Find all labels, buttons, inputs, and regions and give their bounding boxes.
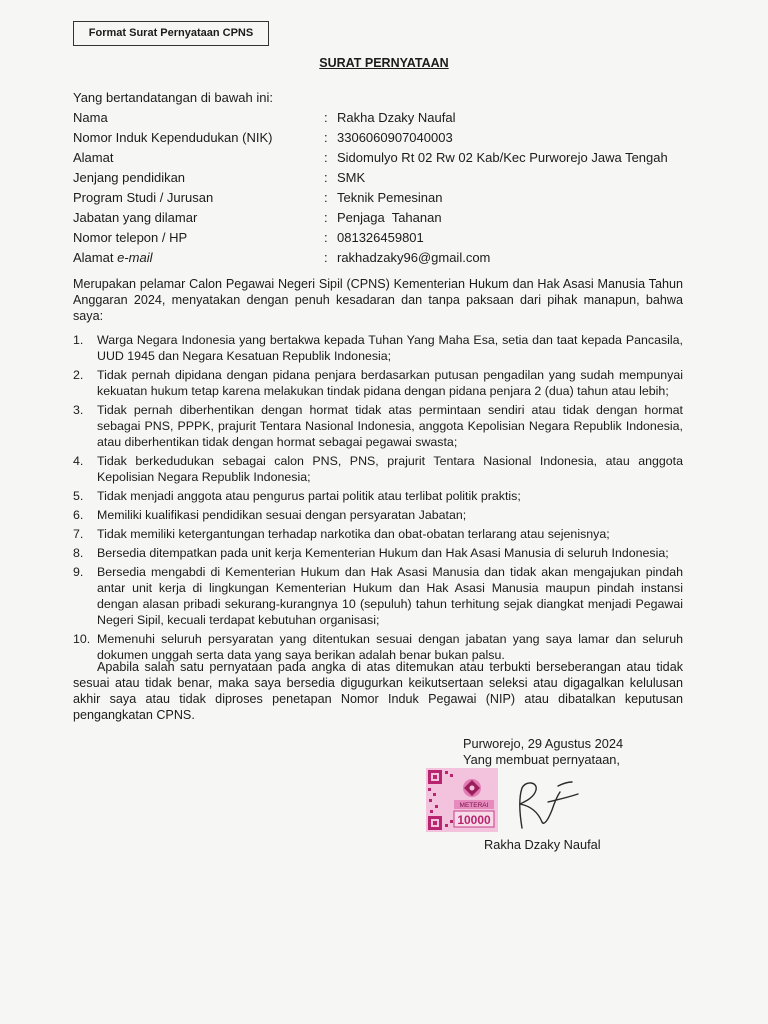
- list-item-text: Tidak memiliki ketergantungan terhadap narkotika dan obat-obatan terlarang atau sejenisnya;: [97, 527, 610, 541]
- list-item-text: Warga Negara Indonesia yang bertakwa kepada Tuhan Yang Maha Esa, setia dan taat kepada Pancasila, UUD 1945 dan Negara Kesatuan Republik Indonesia;: [97, 333, 683, 363]
- field-label: Nomor telepon / HP: [73, 230, 188, 245]
- field-value: rakhadzaky96@gmail.com: [337, 250, 491, 265]
- statement-paragraph: Merupakan pelamar Calon Pegawai Negeri Sipil (CPNS) Kementerian Hukum dan Hak Asasi Manusia Tahun Anggaran 2024, menyatakan dengan penuh kesadaran dan tanpa paksaan dari pihak manapun, bahwa saya:: [73, 277, 683, 323]
- list-item: [73, 488, 683, 504]
- list-item: [73, 545, 683, 561]
- field-colon: :: [324, 130, 328, 145]
- intro-text: Yang bertandatangan di bawah ini:: [73, 90, 273, 105]
- list-item-text: Tidak pernah diberhentikan dengan hormat tidak atas permintaan sendiri atau tidak dengan hormat sebagai PNS, PPPK, prajurit Tentara Nasional Indonesia, anggota Kepolisian Negara Republik Indonesia, atau diberhentikan tidak dengan hormat sebagai pegawai swasta;: [97, 403, 683, 449]
- list-item-text: Tidak menjadi anggota atau pengurus partai politik atau terlibat politik praktis;: [97, 489, 521, 503]
- garuda-emblem-icon: [463, 779, 481, 797]
- list-item: [73, 564, 683, 628]
- list-item-text: Tidak berkedudukan sebagai calon PNS, PNS, prajurit Tentara Nasional Indonesia, atau anggota Kepolisian Negara Republik Indonesia;: [97, 454, 683, 484]
- field-label: Jabatan yang dilamar: [73, 210, 198, 225]
- handwritten-signature: [508, 776, 586, 834]
- field-colon: :: [324, 170, 328, 185]
- field-label: Nomor Induk Kependudukan (NIK): [73, 130, 273, 145]
- list-item: [73, 453, 683, 485]
- list-item-number: 7.: [73, 527, 84, 541]
- statement-list: [73, 332, 683, 666]
- list-item-number: 5.: [73, 489, 84, 503]
- list-item-number: 6.: [73, 508, 84, 522]
- list-item: [73, 367, 683, 399]
- list-item-text: Tidak pernah dipidana dengan pidana penjara berdasarkan putusan pengadilan yang sudah mempunyai kekuatan hukum tetap karena melakukan tindak pidana dengan pidana penjara 2 (dua) tahun atau lebih;: [97, 368, 683, 398]
- field-colon: :: [324, 150, 328, 165]
- field-label: Jenjang pendidikan: [73, 170, 186, 185]
- format-label: Format Surat Pernyataan CPNS: [88, 27, 254, 39]
- list-item-number: 1.: [73, 333, 84, 347]
- field-label: Alamat: [73, 150, 114, 165]
- stamp-label: METERAI: [459, 802, 489, 809]
- list-item: [73, 332, 683, 364]
- field-value: 3306060907040003: [337, 130, 453, 145]
- meterai-stamp: [426, 768, 498, 832]
- closing-paragraph: Apabila salah satu pernyataan pada angka di atas ditemukan atau terbukti berseberangan atau tidak sesuai atau tidak benar, maka saya bersedia digugurkan keikutsertaan seleksi atau digagalkan kelulusan akhir saya atau tidak diproses penetapan Nomor Induk Pegawai (NIP) atau dibatalkan keputusan pengangkatan CPNS.: [73, 660, 683, 722]
- document-title: SURAT PERNYATAAN: [319, 56, 449, 70]
- field-label-italic: e-mail: [117, 250, 153, 265]
- list-item-text: Memiliki kualifikasi pendidikan sesuai dengan persyaratan Jabatan;: [97, 508, 467, 522]
- signer-role: Yang membuat pernyataan,: [463, 752, 620, 767]
- field-value: Rakha Dzaky Naufal: [337, 110, 456, 125]
- list-item-text: Bersedia ditempatkan pada unit kerja Kementerian Hukum dan Hak Asasi Manusia di seluruh Indonesia;: [97, 546, 669, 560]
- field-value: Sidomulyo Rt 02 Rw 02 Kab/Kec Purworejo Jawa Tengah: [337, 150, 668, 165]
- signer-name: Rakha Dzaky Naufal: [484, 837, 601, 852]
- field-colon: :: [324, 230, 328, 245]
- list-item-number: 3.: [73, 403, 84, 417]
- field-label: [73, 250, 152, 265]
- field-colon: :: [324, 110, 328, 125]
- format-label-box: [73, 21, 269, 46]
- field-value: SMK: [337, 170, 366, 185]
- field-colon: :: [324, 210, 328, 225]
- field-label-prefix: Alamat: [73, 250, 118, 265]
- list-item-number: 8.: [73, 546, 84, 560]
- list-item: [73, 526, 683, 542]
- field-value: Penjaga Tahanan: [337, 210, 442, 225]
- field-colon: :: [324, 190, 328, 205]
- list-item-text: Memenuhi seluruh persyaratan yang ditentukan sesuai dengan jabatan yang saya lamar dan seluruh dokumen unggah serta data yang saya berikan adalah benar bukan palsu.: [97, 632, 683, 662]
- field-label: Nama: [73, 110, 108, 125]
- field-colon: :: [324, 250, 328, 265]
- list-item: [73, 402, 683, 450]
- list-item-number: 4.: [73, 454, 84, 468]
- stamp-value: 10000: [457, 813, 491, 827]
- list-item-number: 9.: [73, 565, 84, 579]
- list-item-number: 2.: [73, 368, 84, 382]
- field-value: Teknik Pemesinan: [337, 190, 443, 205]
- list-item: [73, 507, 683, 523]
- field-label: Program Studi / Jurusan: [73, 190, 214, 205]
- list-item-text: Bersedia mengabdi di Kementerian Hukum dan Hak Asasi Manusia dan tidak akan mengajukan pindah antar unit kerja di lingkungan Kementerian Hukum dan Hak Asasi Manusia maupun pindah instansi dengan alasan pribadi sekurang-kurangnya 10 (sepuluh) tahun terhitung sejak diangkat menjadi Pegawai Negeri Sipil, kecuali terdapat kebutuhan organisasi;: [97, 565, 683, 627]
- place-date: Purworejo, 29 Agustus 2024: [463, 736, 624, 751]
- list-item-number: 10.: [73, 632, 91, 646]
- field-value: 081326459801: [337, 230, 424, 245]
